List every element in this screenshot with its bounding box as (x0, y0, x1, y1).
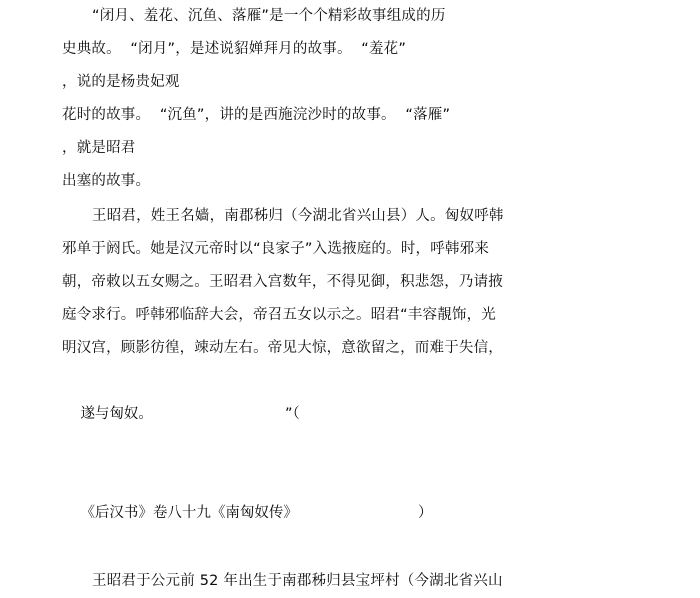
citation-line-one (62, 365, 642, 464)
paragraph-line: 庭令求行。呼韩邪临辞大会，帝召五女以示之。昭君“丰容靚饰，光 (62, 307, 497, 323)
book-title-nan-xiong-nu-zhuan: 《南匈奴传》 (210, 505, 298, 521)
citation-line-two (62, 464, 642, 563)
book-title-hou-han-shu: 《后汉书》 (80, 505, 153, 521)
citation-volume: 卷八十九 (152, 505, 211, 521)
paragraph-line: 朝，帝敕以五女赐之。王昭君入宫数年，不得见御，积悲怨，乃请掖 (62, 274, 503, 290)
citation-quote-close: ”（ (284, 406, 300, 422)
paragraph-line: 遂与匈奴。 (80, 406, 153, 422)
paragraph-line: 王昭君，姓王名嫱，南郡秭归（今湖北省兴山县）人。匈奴呼韩 (92, 208, 504, 224)
paragraph-line: 邪单于阏氏。她是汉元帝时以“良家子”入选掖庭的。时，呼韩邪来 (62, 241, 490, 257)
paragraph-line: “闭月、羞花、沉鱼、落雁”是一个个精彩故事组成的历 (92, 8, 446, 24)
paragraph-line: 明汉宫，顾影彷徨，竦动左右。帝见大惊，意欲留之，而难于失信， (62, 340, 503, 356)
paragraph-line: 花时的故事。 “沉鱼”，讲的是西施浣沙时的故事。 “落雁” (62, 107, 451, 123)
paragraph-line: ，就是昭君 (62, 140, 136, 156)
paragraph-line: 王昭君于公元前 52 年出生于南郡秭归县宝坪村（今湖北省兴山 (92, 573, 503, 589)
paragraph-line: 出塞的故事。 (62, 173, 151, 189)
paragraph-line: 史典故。 “闭月”，是述说貂婵拜月的故事。 “羞花” (62, 41, 407, 57)
citation-paren-close: ） (417, 505, 433, 521)
paragraph-line: ，说的是杨贵妃观 (62, 74, 180, 90)
